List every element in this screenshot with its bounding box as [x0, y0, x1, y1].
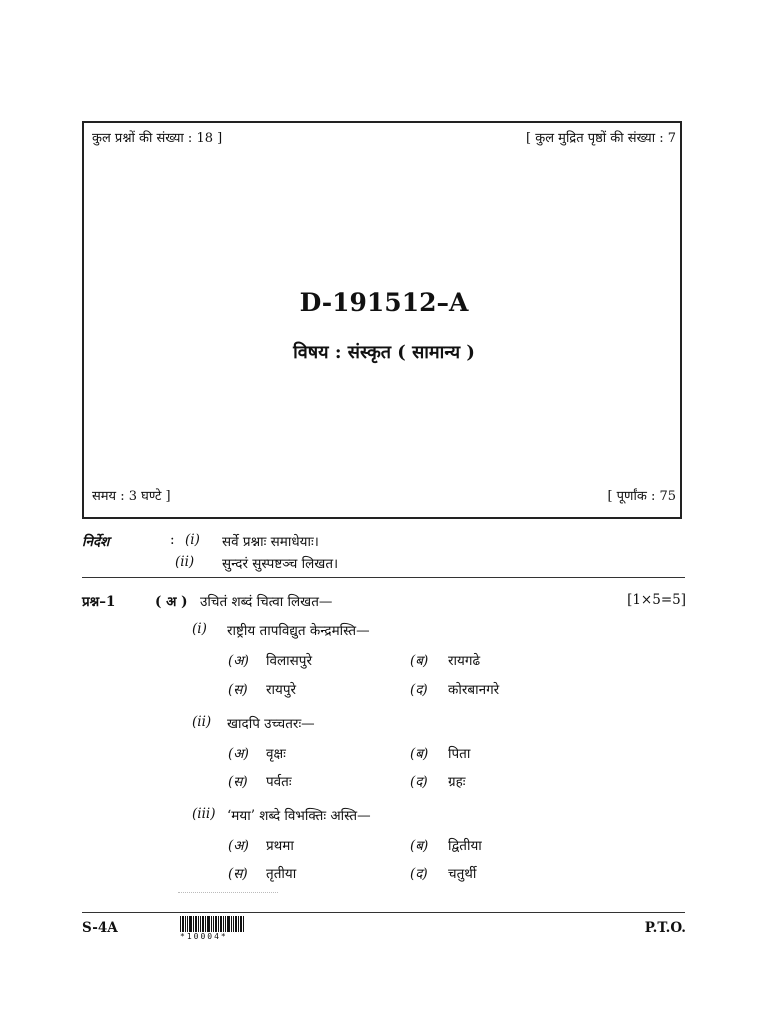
option-key: (स) — [228, 774, 248, 790]
option-key: (द) — [410, 682, 428, 698]
header-box — [82, 121, 682, 519]
option-key: (अ) — [228, 653, 249, 669]
instruction-text: सर्वे प्रश्नाः समाधेयाः। — [222, 534, 319, 550]
max-marks: [ पूर्णांक : 75 — [607, 489, 676, 504]
barcode — [180, 916, 245, 941]
paper-code: D-191512–A — [299, 288, 469, 317]
option-key: (ब) — [410, 746, 429, 762]
option-text: रायपुरे — [266, 682, 297, 698]
option-text: पिता — [448, 746, 471, 762]
subquestion-num: (ii) — [192, 714, 212, 730]
instruction-num: (i) — [185, 532, 200, 548]
option-key: (स) — [228, 866, 248, 882]
total-questions: कुल प्रश्नों की संख्या : 18 ] — [92, 131, 223, 146]
option-key: (द) — [410, 774, 428, 790]
instructions-heading: निर्देश — [82, 534, 110, 550]
question-instruction: उचितं शब्दं चित्वा लिखत— — [200, 594, 333, 610]
separator-line — [82, 577, 685, 578]
subquestion-text: राष्ट्रीय तापविद्युत केन्द्रमस्ति— — [227, 623, 370, 639]
option-key: (अ) — [228, 746, 249, 762]
instruction-num: (ii) — [175, 554, 195, 570]
instruction-text: सुन्दरं सुस्पष्टञ्च लिखत। — [222, 556, 339, 572]
option-key: (अ) — [228, 838, 249, 854]
option-text: रायगढे — [448, 653, 481, 669]
option-text: विलासपुरे — [266, 653, 312, 669]
subquestion-text: खादपि उच्चतरः— — [227, 716, 315, 732]
subquestion-num: (i) — [192, 621, 207, 637]
option-text: वृक्षः — [266, 746, 286, 762]
option-text: तृतीया — [266, 866, 297, 882]
pto-label: P.T.O. — [644, 920, 686, 936]
option-text: ग्रहः — [448, 774, 466, 790]
option-text: चतुर्थी — [448, 866, 477, 882]
question-label: प्रश्न–1 — [82, 594, 116, 610]
time-allowed: समय : 3 घण्टे ] — [92, 489, 171, 504]
option-key: (द) — [410, 866, 428, 882]
option-text: प्रथमा — [266, 838, 294, 854]
option-key: (ब) — [410, 838, 429, 854]
subquestion-text: ‘मया’ शब्दे विभक्तिः अस्ति— — [227, 808, 371, 824]
option-text: द्वितीया — [448, 838, 482, 854]
subject-title: विषय : संस्कृत ( सामान्य ) — [293, 342, 475, 363]
barcode-number: *10004* — [180, 932, 228, 941]
barcode-bars — [180, 916, 245, 932]
option-key: (स) — [228, 682, 248, 698]
footer-code: S-4A — [82, 920, 118, 936]
option-text: पर्वतः — [266, 774, 292, 790]
question-part: ( अ ) — [155, 594, 188, 610]
option-text: कोरबानगरे — [448, 682, 500, 698]
total-pages: [ कुल मुद्रित पृष्ठों की संख्या : 7 — [526, 131, 676, 146]
option-key: (ब) — [410, 653, 429, 669]
question-marks: [1×5=5] — [627, 592, 686, 608]
instructions-colon: : — [170, 532, 175, 548]
faint-dotted-line — [178, 892, 278, 893]
footer-line — [82, 912, 685, 913]
subquestion-num: (iii) — [192, 806, 216, 822]
